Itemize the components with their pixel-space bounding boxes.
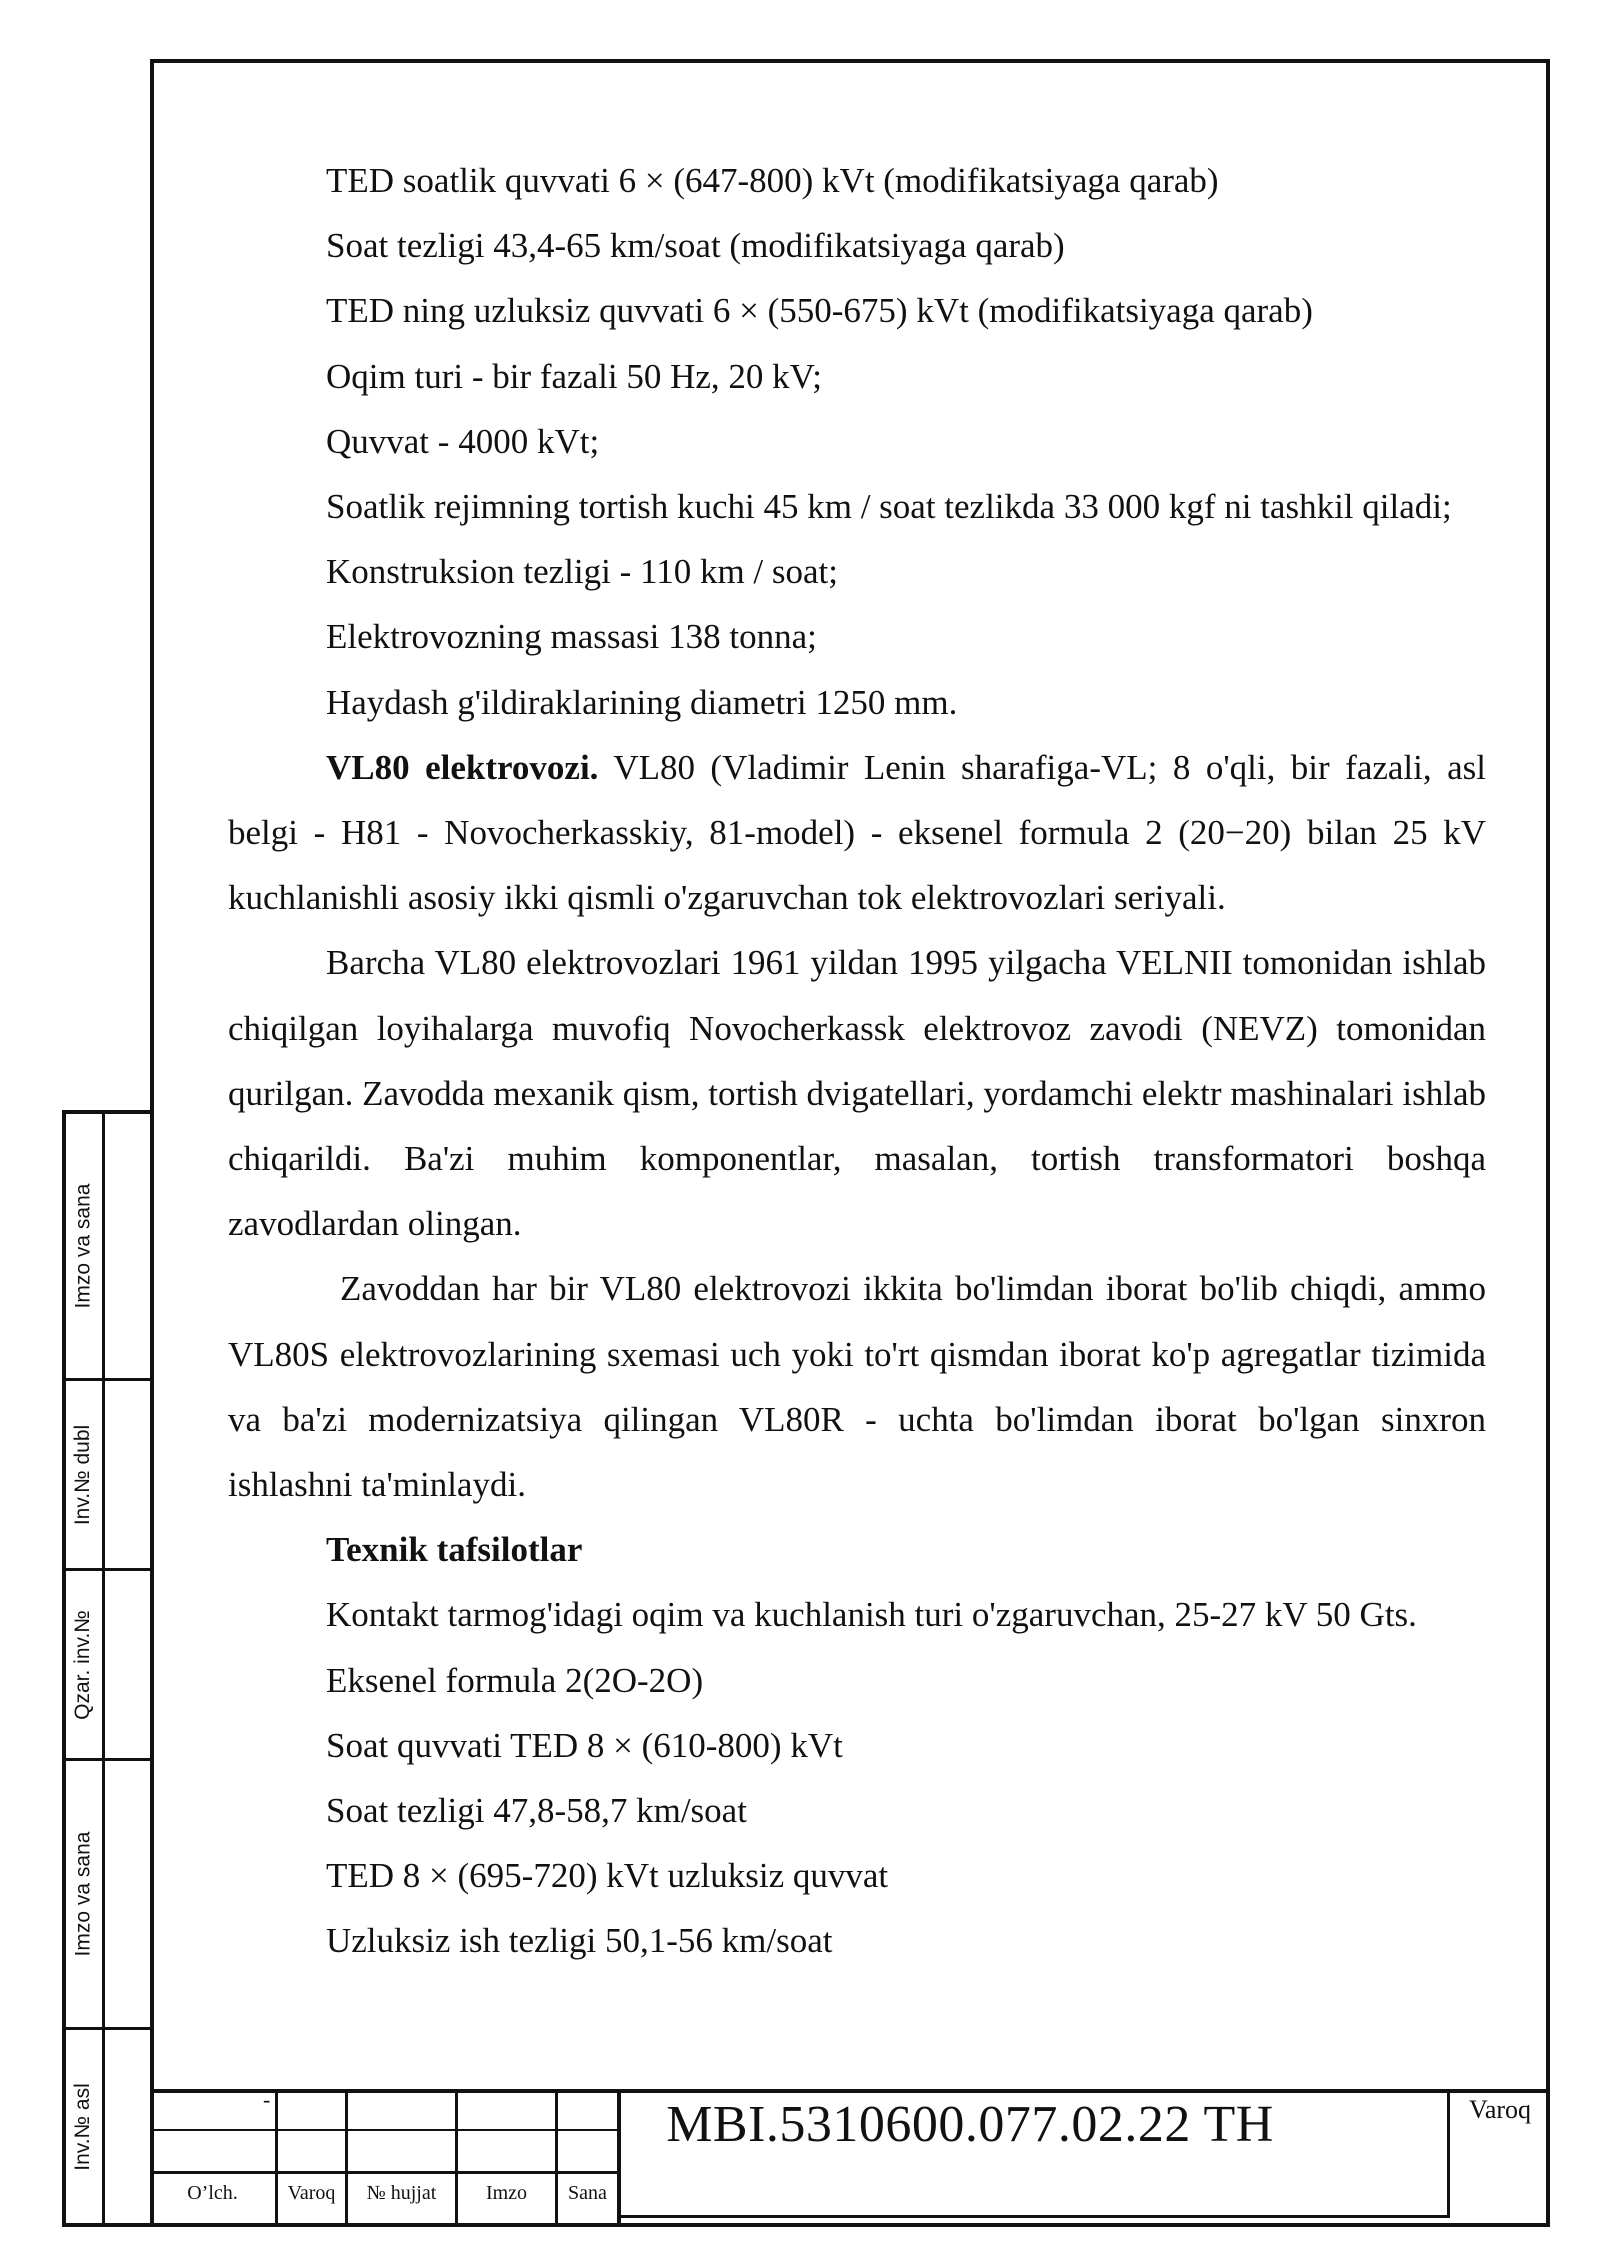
title-block-rule xyxy=(150,2129,620,2131)
column-label-document-number: № hujjat xyxy=(366,2181,437,2204)
section-heading-vl80: VL80 elektrovozi. xyxy=(326,747,599,787)
side-stamp-label: Imzo va sana xyxy=(71,1831,94,1957)
title-block xyxy=(150,2089,1550,2227)
side-stamp xyxy=(62,1110,152,2227)
side-stamp-label: Imzo va sana xyxy=(71,1183,94,1309)
spec-line: TED ning uzluksiz quvvati 6 × (550-675) kVt (modifikatsiyaga qarab) xyxy=(326,291,1313,331)
side-stamp-label: Inv.№ asl xyxy=(71,2082,94,2171)
spec-line: Eksenel formula 2(2O-2O) xyxy=(326,1660,704,1700)
column-label-signature: Imzo xyxy=(485,2181,528,2204)
spec-line: Soat tezligi 47,8-58,7 km/soat xyxy=(326,1791,747,1831)
side-stamp-label: Qzar. inv.№ xyxy=(71,1609,95,1720)
side-stamp-label: Inv.№ dubl xyxy=(71,1424,95,1525)
section-heading xyxy=(228,1517,1486,1582)
paragraph-text: VL80 (Vladimir Lenin sharafiga-VL; 8 o'qli, bir fazali, asl belgi - H81 - Novocherkasskiy, 81-model) - eksenel formula 2 (20−20) bilan 25 kV kuchlanishli asosiy ikki qismli o'zgaruvchan tok elektrovozlari seriyali. xyxy=(228,747,1486,918)
spec-line: Soat tezligi 43,4-65 km/soat (modifikatsiyaga qarab) xyxy=(326,226,1065,266)
column-label-date: Sana xyxy=(568,2181,607,2204)
section-heading-text: Texnik tafsilotlar xyxy=(326,1530,583,1570)
spec-line: Soatlik rejimning tortish kuchi 45 km / soat tezlikda 33 000 kgf ni tashkil qiladi; xyxy=(326,487,1452,527)
spec-line: TED soatlik quvvati 6 × (647-800) kVt (modifikatsiyaga qarab) xyxy=(326,161,1219,200)
spec-line: Uzluksiz ish tezligi 50,1-56 km/soat xyxy=(326,1921,833,1961)
spec-line: Soat quvvati TED 8 × (610-800) kVt xyxy=(326,1725,843,1765)
body-paragraph: Zavoddan har bir VL80 elektrovozi ikkita bo'limdan iborat bo'lib chiqdi, ammo VL80S elektrovozlarining sxemasi uch yoki to'rt qismdan iborat ko'p agregatlar tizimida va ba'zi modernizatsiya qilingan VL80R - uchta bo'limdan iborat bo'lgan sinxron ishlashni ta'minlaydi. xyxy=(228,1269,1486,1505)
spec-line: TED 8 × (695-720) kVt uzluksiz quvvat xyxy=(326,1856,889,1896)
sheet-label: Varoq xyxy=(1468,2095,1532,2124)
spec-line: Haydash g'ildiraklarining diametri 1250 mm. xyxy=(326,682,958,722)
title-block-rule xyxy=(621,2215,1450,2218)
column-label-measure: O’lch. xyxy=(187,2181,238,2204)
document-code: MBI.5310600.077.02.22 TH xyxy=(666,2096,1274,2153)
spec-line: Oqim turi - bir fazali 50 Hz, 20 kV; xyxy=(326,356,823,396)
spec-line: Kontakt tarmog'idagi oqim va kuchlanish turi o'zgaruvchan, 25-27 kV 50 Gts. xyxy=(326,1595,1417,1635)
body-paragraph: Barcha VL80 elektrovozlari 1961 yildan 1995 yilgacha VELNII tomonidan ishlab chiqilgan loyihalarga muvofiq Novocherkassk elektrovoz zavodi (NEVZ) tomonidan qurilgan. Zavodda mexanik qism, tortish dvigatellari, yordamchi elektr mashinalari ishlab chiqarildi. Ba'zi muhim komponentlar, masalan, tortish transformatori boshqa zavodlardan olingan. xyxy=(228,943,1486,1244)
title-block-rule xyxy=(150,2089,1550,2093)
spec-line: Konstruksion tezligi - 110 km / soat; xyxy=(326,552,838,592)
title-block-dash: - xyxy=(263,2087,271,2112)
document-body xyxy=(228,148,1486,1974)
vl80-intro-paragraph xyxy=(228,735,1486,931)
spec-line: Elektrovozning massasi 138 tonna; xyxy=(326,617,817,657)
column-label-sheet: Varoq xyxy=(287,2181,336,2204)
side-stamp-divider xyxy=(102,1110,105,2227)
spec-line: Quvvat - 4000 kVt; xyxy=(326,421,600,461)
